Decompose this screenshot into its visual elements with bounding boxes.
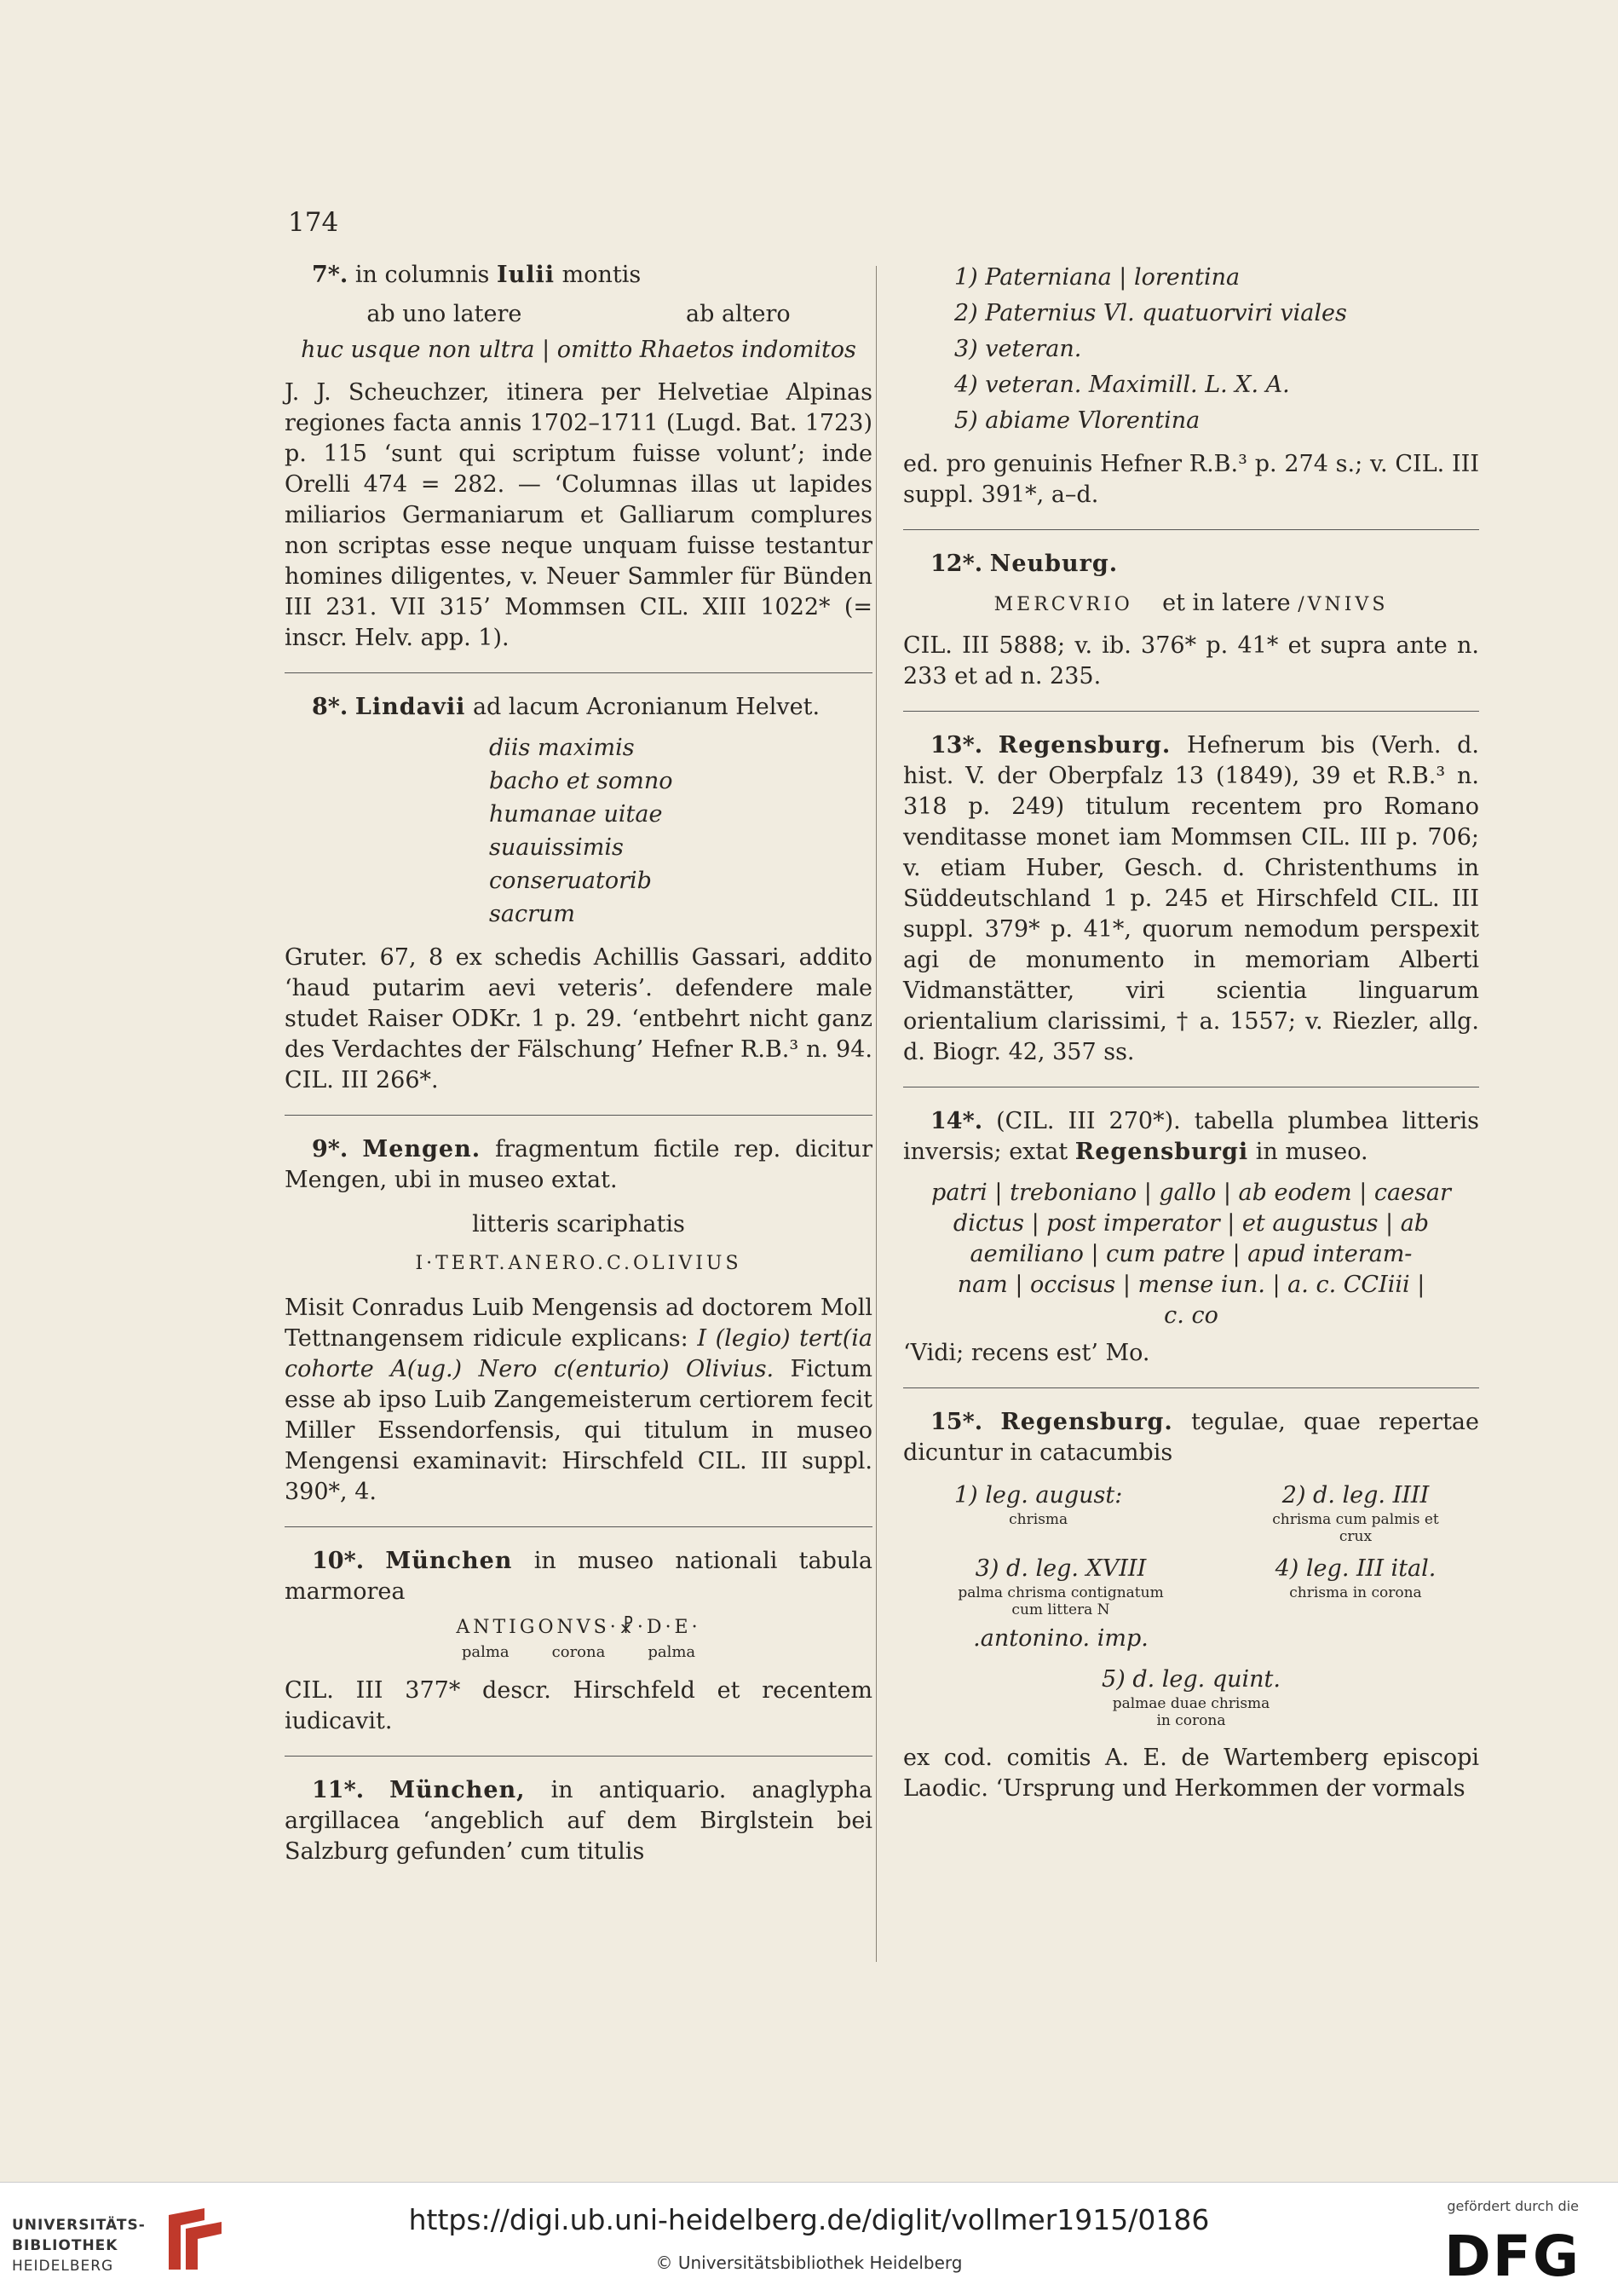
- place-name: Iulii: [497, 262, 556, 288]
- inscription: I·TERT.ANERO.C.OLIVIUS: [415, 1253, 742, 1274]
- entry-separator: [285, 672, 872, 673]
- commentary: J. J. Scheuchzer, itinera per Helvetiae Alpinas regiones facta annis 1702–1711 (Lugd. Bat. 1723) p. 115 ‘sunt qui scriptum fuisse volunt’; inde Orelli 474 = 282. — ‘Columnas illas ut lapides miliarios Germaniarum et Galliarum complures non scriptas esse neque unquam fuisse testantur homines diligentes, v. Neuer Sammler für Bünden III 231. VII 315’ Mommsen CIL. XIII 1022* (= inscr. Helv. app. 1).: [285, 379, 872, 651]
- funding-note: gefördert durch die: [1447, 2198, 1579, 2214]
- inscription: ANTIGONVS·☧·D·E·: [456, 1617, 701, 1638]
- entry-12: 12*. Neuburg. MERCVRIO et in latere /VNIVS CIL. III 5888; v. ib. 376* p. 41* et supra ante n. 233 et ad n. 235.: [903, 549, 1479, 692]
- entry-7: 7*. in columnis Iulii montis ab uno latere ab altero huc usque non ultra | omitto Rhaetos indomitos J. J. Scheuchzer, itinera per Helvetiae Alpinas regiones facta annis 1702–1711 (Lugd. Bat. 1723) p. 115 ‘sunt qui scriptum fuisse volunt’; inde Orelli 474 = 282. — ‘Columnas illas ut lapides miliarios Germaniarum et Galliarum complures non scriptas esse neque unquam fuisse testantur homines diligentes, v. Neuer Sammler für Bünden III 231. VII 315’ Mommsen CIL. XIII 1022* (= inscr. Helv. app. 1).: [285, 260, 872, 654]
- place-name: München: [385, 1548, 513, 1574]
- place-name: Regensburg.: [1000, 1409, 1173, 1435]
- inscription: MERCVRIO et in latere /VNIVS: [993, 590, 1389, 616]
- entry-separator: [903, 711, 1479, 712]
- copyright-notice: © Universitätsbibliothek Heidelberg: [655, 2253, 963, 2273]
- library-name-line-3: HEIDELBERG: [12, 2258, 114, 2275]
- entry-11: 11*. München, in antiquario. anaglypha argillacea ‘angeblich auf dem Birglstein bei Salzburg gefunden’ cum titulis: [285, 1777, 872, 1865]
- library-name-line-2: BIBLIOTHEK: [12, 2237, 118, 2254]
- commentary: Misit Conradus Luib Mengensis ad doctorem Moll Tettnangensem ridicule explicans: I (legio) tert(ia cohorte A(ug.) Nero c(enturio) Olivius. Fictum esse ab ipso Luib Zangemeisterum certiorem fecit Miller Essendorfensis, qui titulum in museo Mengensi examinavit: Hirschfeld CIL. III suppl. 390*, 4.: [285, 1295, 873, 1505]
- place-name: Lindavii: [354, 694, 466, 720]
- place-name: Regensburgi: [1074, 1139, 1249, 1165]
- inscription: patri | treboniano | gallo | ab eodem | caesar dictus | post imperator | et augustus | ab aemiliano | cum patre | apud interam- nam | occisus | mense iun. | a. c. CCIiii | c. co: [931, 1180, 1451, 1329]
- column-divider: [876, 266, 877, 1962]
- commentary: CIL. III 5888; v. ib. 376* p. 41* et supra ante n. 233 et ad n. 235.: [903, 632, 1479, 689]
- commentary: Gruter. 67, 8 ex schedis Achillis Gassari, addito ‘haud putarim aevi veteris’. defendere male studet Raiser ODKr. 1 p. 29. ‘entbehrt nicht ganz des Verdachtes der Fälschung’ Hefner R.B.³ n. 94. CIL. III 266*.: [285, 944, 872, 1093]
- permalink[interactable]: https://digi.ub.uni-heidelberg.de/diglit/vollmer1915/0186: [408, 2203, 1210, 2236]
- entry-14: 14*. (CIL. III 270*). tabella plumbea litteris inversis; extat Regensburgi in museo. patri | treboniano | gallo | ab eodem | caesar dictus | post imperator | et augustus | ab aemiliano | cum patre | apud interam- nam | occisus | mense iun. | a. c. CCIiii | c. co ‘Vidi; recens est’ Mo.: [903, 1106, 1479, 1369]
- place-name: Mengen.: [362, 1136, 481, 1162]
- entry-separator: [903, 529, 1479, 530]
- right-column: [903, 260, 1479, 1804]
- commentary: CIL. III 377* descr. Hirschfeld et recentem iudicavit.: [285, 1677, 872, 1734]
- commentary: Hefnerum bis (Verh. d. hist. V. der Oberpfalz 13 (1849), 39 et R.B.³ n. 318 p. 249) titulum recentem pro Romano venditasse monet iam Mommsen CIL. III p. 706; v. etiam Huber, Gesch. d. Christenthums in Süddeutschland 1 p. 245 et Hirschfeld CIL. III suppl. 379* p. 41*, quorum nemodum perspexit agi de monumento in memoriam Alberti Vidmanstätter, viri scientia linguarum orientalium clarissimi, † a. 1557; v. Riezler, allg. d. Biogr. 42, 357 ss.: [903, 732, 1479, 1065]
- entry-separator: [285, 1756, 872, 1757]
- inscription: diis maximis bacho et somno humanae uitae suauissimis conseruatorib sacrum: [489, 735, 673, 927]
- page-number: 174: [288, 207, 339, 238]
- library-name-line-1: UNIVERSITÄTS-: [12, 2217, 146, 2234]
- place-name: Neuburg.: [989, 551, 1119, 577]
- entry-9: 9*. Mengen. fragmentum fictile rep. dicitur Mengen, ubi in museo extat. litteris scariphatis I·TERT.ANERO.C.OLIVIUS Misit Conradus Luib Mengensis ad doctorem Moll Tettnangensem ridicule explicans: I (legio) tert(ia cohorte A(ug.) Nero c(enturio) Olivius. Fictum esse ab ipso Luib Zangemeisterum certiorem fecit Miller Essendorfensis, qui titulum in museo Mengensi examinavit: Hirschfeld CIL. III suppl. 390*, 4.: [285, 1134, 872, 1508]
- footer-bar: [0, 2182, 1618, 2296]
- entry-13: 13*. Regensburg. Hefnerum bis (Verh. d. hist. V. der Oberpfalz 13 (1849), 39 et R.B.³ n. 318 p. 249) titulum recentem pro Romano venditasse monet iam Mommsen CIL. III p. 706; v. etiam Huber, Gesch. d. Christenthums in Süddeutschland 1 p. 245 et Hirschfeld CIL. III suppl. 379* p. 41*, quorum nemodum perspexit agi de monumento in memoriam Alberti Vidmanstätter, viri scientia linguarum orientalium clarissimi, † a. 1557; v. Riezler, allg. d. Biogr. 42, 357 ss.: [903, 732, 1479, 1065]
- place-name: München,: [389, 1777, 526, 1803]
- entry-15: 15*. Regensburg. tegulae, quae repertae dicuntur in catacumbis 1) leg. august: chrisma 2) d. leg. IIII chrisma cum palmis et crux 3) d. leg. XVIII palma chrisma contignatum cum littera N .antonino. imp. 4) leg. III ital. chrisma in corona 5) d. leg. quint. palmae duae chrisma in corona ex cod. comitis A. E. de Wartemberg episcopi Laodic. ‘Ursprung und Herkommen der vormals: [903, 1407, 1479, 1804]
- tile-inscriptions-row-1: 1) leg. august: chrisma 2) d. leg. IIII chrisma cum palmis et crux: [954, 1482, 1439, 1545]
- entry-8: 8*. Lindavii ad lacum Acronianum Helvet. diis maximis bacho et somno humanae uitae suauissimis conseruatorib sacrum Gruter. 67, 8 ex schedis Achillis Gassari, addito ‘haud putarim aevi veteris’. defendere male studet Raiser ODKr. 1 p. 29. ‘entbehrt nicht ganz des Verdachtes der Fälschung’ Hefner R.B.³ n. 94. CIL. III 266*.: [285, 692, 872, 1096]
- tile-inscriptions-row-2: 3) d. leg. XVIII palma chrisma contignatum cum littera N .antonino. imp. 4) leg. III ital. chrisma in corona: [958, 1555, 1437, 1652]
- commentary: ex cod. comitis A. E. de Wartemberg episcopi Laodic. ‘Ursprung und Herkommen der vormals: [903, 1745, 1479, 1802]
- entry-number: 7*.: [312, 262, 348, 288]
- commentary: ‘Vidi; recens est’ Mo.: [903, 1340, 1150, 1366]
- entry-separator: [903, 1387, 1479, 1388]
- commentary: ed. pro genuinis Hefner R.B.³ p. 274 s.; v. CIL. III suppl. 391*, a–d.: [903, 451, 1479, 508]
- entry-separator: [285, 1115, 872, 1116]
- tile-inscription-5: 5) d. leg. quint. palmae duae chrisma in corona: [1102, 1666, 1281, 1729]
- left-column: [285, 260, 872, 1867]
- inscription-list: 1) Paterniana | lorentina 2) Paternius Vl. quatuorviri viales 3) veteran. 4) veteran. Maximill. L. X. A. 5) abiame Vlorentina: [954, 264, 1347, 434]
- dfg-logo: DFG: [1443, 2224, 1581, 2289]
- entry-separator: [285, 1526, 872, 1527]
- inscription: huc usque non ultra | omitto Rhaetos indomitos: [301, 337, 856, 363]
- entry-10: 10*. München in museo nationali tabula marmorea ANTIGONVS·☧·D·E· palma corona palma CIL. III 377* descr. Hirschfeld et recentem iudicavit.: [285, 1546, 872, 1737]
- place-name: Regensburg.: [998, 732, 1172, 759]
- entry-11-continued: [903, 260, 1479, 511]
